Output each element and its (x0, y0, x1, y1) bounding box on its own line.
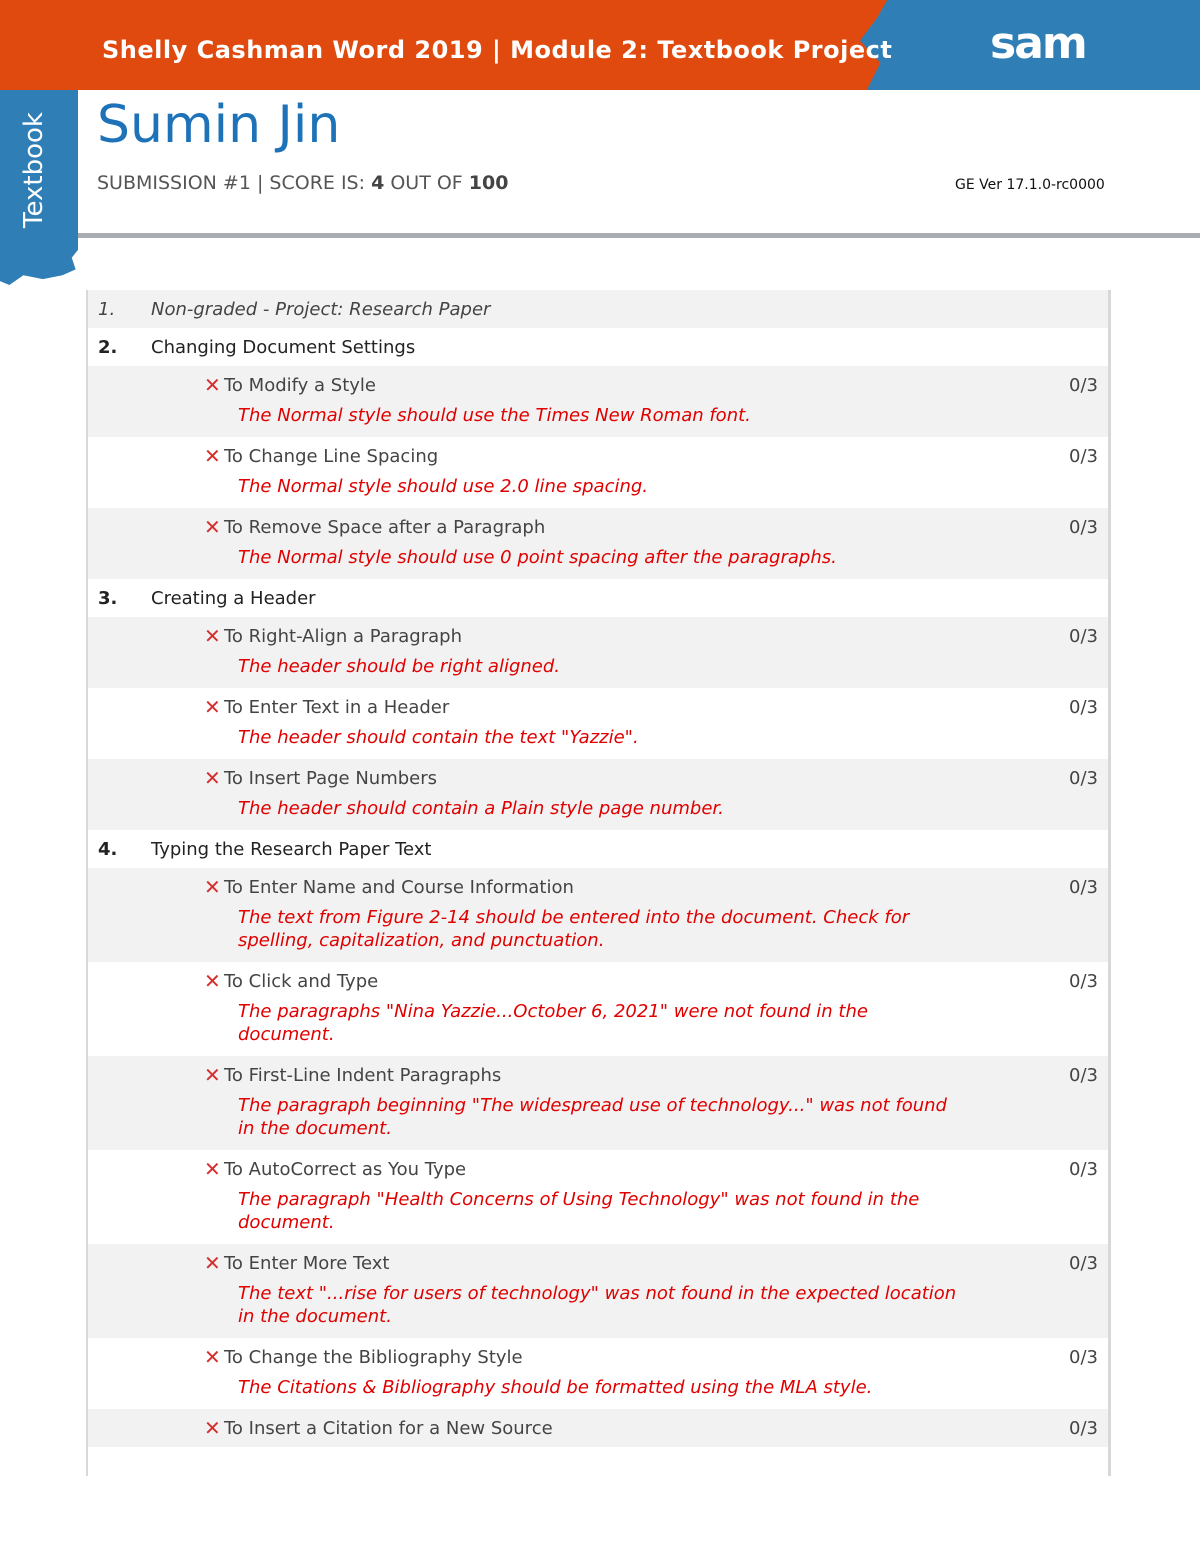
task-score: 0/3 (1069, 517, 1098, 538)
task-feedback: The header should be right aligned. (238, 656, 561, 677)
task-title: To Right-Align a Paragraph (224, 626, 462, 647)
task-row (88, 1056, 1108, 1150)
score-total: 100 (468, 172, 509, 194)
task-feedback: The Normal style should use 0 point spacing after the paragraphs. (238, 547, 837, 568)
student-name: Sumin Jin (97, 95, 341, 155)
header-divider (78, 233, 1200, 238)
task-title: To Enter Name and Course Information (224, 877, 574, 898)
task-title: To Insert a Citation for a New Source (224, 1418, 553, 1439)
task-score: 0/3 (1069, 697, 1098, 718)
section-title: Non-graded - Project: Research Paper (151, 298, 491, 320)
task-row (88, 759, 1108, 830)
fail-x-icon: ✕ (204, 373, 221, 397)
task-row (88, 508, 1108, 579)
task-score: 0/3 (1069, 1065, 1098, 1086)
task-score: 0/3 (1069, 1253, 1098, 1274)
fail-x-icon: ✕ (204, 766, 221, 790)
page-header-title: Shelly Cashman Word 2019 | Module 2: Textbook Project (102, 36, 893, 64)
fail-x-icon: ✕ (204, 1157, 221, 1181)
results-list (86, 290, 1111, 1476)
fail-x-icon: ✕ (204, 969, 221, 993)
task-row (88, 437, 1108, 508)
section-row (88, 579, 1108, 617)
task-title: To Remove Space after a Paragraph (224, 517, 546, 538)
fail-x-icon: ✕ (204, 695, 221, 719)
task-score: 0/3 (1069, 446, 1098, 467)
task-title: To Click and Type (224, 971, 379, 992)
task-title: To AutoCorrect as You Type (224, 1159, 467, 1180)
fail-x-icon: ✕ (204, 1416, 221, 1440)
fail-x-icon: ✕ (204, 624, 221, 648)
task-title: To Insert Page Numbers (224, 768, 438, 789)
section-row (88, 328, 1108, 366)
task-row (88, 1150, 1108, 1244)
fail-x-icon: ✕ (204, 875, 221, 899)
submission-score-line (97, 172, 508, 194)
fail-x-icon: ✕ (204, 1063, 221, 1087)
task-feedback: The Citations & Bibliography should be formatted using the MLA style. (238, 1377, 873, 1398)
task-score: 0/3 (1069, 375, 1098, 396)
section-title: Creating a Header (151, 587, 316, 609)
task-title: To First-Line Indent Paragraphs (224, 1065, 502, 1086)
task-feedback: The Normal style should use 2.0 line spacing. (238, 476, 649, 497)
task-score: 0/3 (1069, 1347, 1098, 1368)
fail-x-icon: ✕ (204, 515, 221, 539)
section-number: 2. (98, 336, 118, 358)
submission-middle: OUT OF (384, 172, 469, 194)
task-title: To Change the Bibliography Style (224, 1347, 523, 1368)
task-row (88, 1409, 1108, 1447)
task-row (88, 868, 1108, 962)
fail-x-icon: ✕ (204, 1345, 221, 1369)
task-row (88, 688, 1108, 759)
version-label: GE Ver 17.1.0-rc0000 (955, 177, 1105, 193)
task-feedback: The paragraph "Health Concerns of Using Technology" was not found in the document. (238, 1189, 920, 1233)
task-score: 0/3 (1069, 626, 1098, 647)
task-score: 0/3 (1069, 971, 1098, 992)
fail-x-icon: ✕ (204, 1251, 221, 1275)
task-feedback: The paragraph beginning "The widespread use of technology..." was not found in the document. (238, 1095, 947, 1139)
task-title: To Change Line Spacing (224, 446, 439, 467)
section-row (88, 830, 1108, 868)
fail-x-icon: ✕ (204, 444, 221, 468)
section-number: 1. (98, 298, 116, 320)
task-score: 0/3 (1069, 768, 1098, 789)
submission-prefix: SUBMISSION #1 | SCORE IS: (97, 172, 372, 194)
task-score: 0/3 (1069, 1418, 1098, 1439)
task-feedback: The paragraphs "Nina Yazzie...October 6, 2021" were not found in the document. (238, 1001, 868, 1045)
task-row (88, 366, 1108, 437)
task-row (88, 1244, 1108, 1338)
section-number: 3. (98, 587, 118, 609)
task-title: To Enter More Text (224, 1253, 390, 1274)
section-number: 4. (98, 838, 118, 860)
task-row (88, 617, 1108, 688)
section-title: Changing Document Settings (151, 336, 416, 358)
task-row (88, 962, 1108, 1056)
score-value: 4 (371, 172, 385, 194)
task-feedback: The Normal style should use the Times New Roman font. (238, 405, 751, 426)
task-row (88, 1338, 1108, 1409)
task-feedback: The text from Figure 2-14 should be entered into the document. Check for spelling, capitalization, and punctuation. (238, 907, 910, 951)
task-title: To Modify a Style (224, 375, 376, 396)
task-feedback: The header should contain a Plain style page number. (238, 798, 724, 819)
task-feedback: The text "...rise for users of technology" was not found in the expected location in the document. (238, 1283, 957, 1327)
section-row (88, 290, 1108, 328)
sam-logo: sam (990, 18, 1086, 69)
task-score: 0/3 (1069, 877, 1098, 898)
section-title: Typing the Research Paper Text (151, 838, 432, 860)
side-tab-label: Textbook (19, 112, 49, 228)
task-feedback: The header should contain the text "Yazzie". (238, 727, 639, 748)
task-score: 0/3 (1069, 1159, 1098, 1180)
task-title: To Enter Text in a Header (224, 697, 450, 718)
